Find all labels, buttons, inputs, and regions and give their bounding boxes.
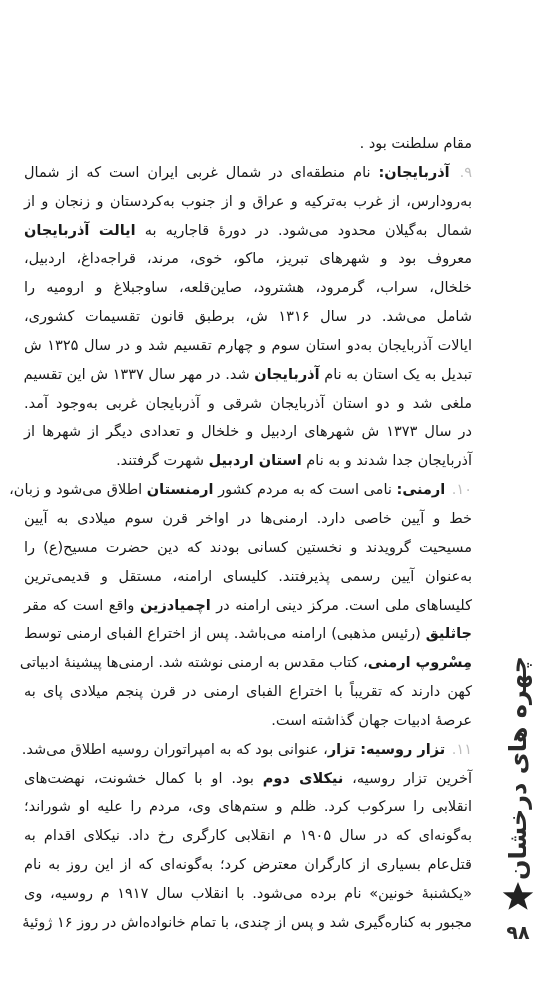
text-line: [24, 332, 472, 361]
footnote-number: ۹.: [451, 164, 473, 181]
text-line: [24, 159, 472, 188]
page-number: ۹۸: [506, 922, 530, 944]
text-run: به‌عنوان آیین رسمی پذیرفتند. کلیسای ارامنه، مستقل و قدیمی‌ترین: [24, 568, 472, 585]
text-line: [24, 447, 472, 476]
text-line: [24, 563, 472, 592]
emphasized-term: آذربایجان:: [378, 164, 450, 181]
emphasized-term: ارمنستان: [146, 482, 214, 499]
text-run: عرصهٔ ادبیات جهان گذاشته است.: [271, 712, 472, 729]
text-run: شامل می‌شد. در سال ۱۳۱۶ ش، برطبق قانون تقسیمات کشوری،: [24, 309, 472, 326]
text-line: [24, 245, 472, 274]
text-run: بود. او با کمال خشونت، نهضت‌های: [24, 770, 263, 787]
text-run: شهرت گرفتند.: [116, 453, 209, 470]
text-run: قتل‌عام بسیاری از کارگران معترض کرد؛ به‌گونه‌ای که از این روز به نام: [24, 857, 472, 874]
text-run: نام منطقه‌ای در شمال غربی ایران است که از شمال: [24, 164, 379, 181]
text-line: [24, 274, 472, 303]
text-line: [24, 678, 472, 707]
emphasized-term: مِسْروپ ارمنی: [367, 655, 472, 672]
text-line: [24, 505, 472, 534]
text-line: [24, 130, 472, 159]
text-line: [21, 736, 472, 765]
text-run: تبدیل به یک استان به نام: [319, 366, 472, 383]
emphasized-term: اچمیادزین: [139, 597, 211, 614]
text-run: انقلابی را سرکوب کرد. ظلم و ستم‌های وی، مردم را علیه او شوراند؛: [24, 799, 472, 816]
text-run: (رئیس مذهبی) ارامنه می‌باشد. پس از اختراع الفبای ارمنی توسط: [24, 626, 426, 643]
text-line: [24, 217, 472, 246]
text-run: شمال به‌گیلان محدود می‌شود. در دورهٔ قاجاریه به: [135, 222, 472, 239]
text-run: مقام سلطنت بود .: [359, 136, 472, 152]
text-run: ، کتاب مقدس به ارمنی نوشته شد. ارمنی‌ها پیشینهٔ ادبیاتی: [19, 655, 368, 672]
emphasized-term: نیکلای دوم: [262, 770, 344, 787]
star-icon: [501, 880, 535, 914]
text-line: [24, 303, 472, 332]
text-run: آذربایجان جدا شدند و به نام: [301, 453, 472, 470]
text-run: آخرین تزار روسیه،: [343, 770, 472, 787]
text-line: [24, 534, 472, 563]
body-text: [9, 130, 473, 938]
text-line: [24, 188, 472, 217]
text-run: کلیساهای ملی است. مرکز دینی ارامنه در: [210, 597, 472, 614]
text-run: اطلاق می‌شود و زبان،: [9, 482, 147, 499]
text-line: [24, 390, 472, 419]
text-run: ، عنوانی بود که به امپراتوران روسیه اطلاق می‌شد.: [21, 741, 328, 758]
text-run: شد. در مهر سال ۱۳۳۷ ش این تقسیم: [23, 366, 255, 383]
text-run: خلخال، سراب، گرمرود، هشترود، صاین‌قلعه، ساوجبلاغ و ارومیه را: [24, 280, 472, 297]
emphasized-term: تزار: [327, 741, 356, 758]
text-line: [24, 361, 472, 390]
text-run: واقع است که مقر: [24, 597, 140, 614]
text-run: کهن دارند که تقریباً با اختراع الفبای ارمنی در قرن پنجم میلادی پای به: [24, 684, 472, 701]
emphasized-term: ایالت آذربایجان: [24, 222, 136, 239]
text-line: [24, 880, 472, 909]
text-run: نامی است که به مردم کشور: [213, 482, 397, 499]
text-run: مسیحیت گرویدند و نخستین کسانی بودند که دین حضرت مسیح(ع) را: [24, 539, 472, 556]
emphasized-term: آذربایجان: [254, 366, 320, 383]
text-line: [24, 707, 472, 736]
emphasized-term: جاثلیق: [425, 626, 472, 643]
text-line: [19, 649, 472, 678]
text-line: [24, 765, 472, 794]
text-line: [24, 909, 472, 938]
text-line: [9, 476, 472, 505]
text-line: [24, 851, 472, 880]
emphasized-term: ارمنی:: [396, 482, 446, 499]
text-run: مجبور به کناره‌گیری شد و پس از چندی، با تمام خانواده‌اش در روز ۱۶ ژوئیهٔ: [22, 914, 472, 931]
text-line: [24, 620, 472, 649]
text-line: [24, 822, 472, 851]
text-run: در سال ۱۳۷۳ ش شهرهای اردبیل و خلخال و تعدادی دیگر از شهرها از: [24, 424, 473, 441]
emphasized-term: استان اردبیل: [208, 453, 302, 470]
emphasized-term: تزار روسیه:: [360, 741, 446, 758]
text-run: به‌رودارس، از غرب به‌ترکیه و عراق و از جنوب به‌کردستان و زنجان و از: [24, 193, 472, 210]
text-run: به‌گونه‌ای که در سال ۱۹۰۵ م انقلابی کارگری رخ داد. نیکلای اقدام به: [24, 828, 472, 845]
text-run: معروف بود و شهرهای تبریز، ماکو، خوی، مرند، قراجه‌داغ، اردبیل،: [24, 251, 472, 268]
text-line: [24, 592, 472, 621]
book-title: چهره های درخشان: [504, 656, 532, 880]
footnote-number: ۱۱.: [447, 741, 472, 758]
text-run: ایالات آذربایجان به‌دو استان سوم و چهارم تقسیم شد و در سال ۱۳۲۵ ش: [24, 337, 472, 354]
text-line: [24, 418, 472, 447]
footnote-number: ۱۰.: [447, 482, 472, 499]
text-run: ملغی شد و دو استان آذربایجان شرقی و آذربایجان غربی به‌وجود آمد.: [24, 395, 472, 412]
text-run: خط و آیین خاصی دارد. ارمنی‌ها در اواخر قرن سوم میلادی به آیین: [24, 510, 472, 527]
text-run: «یکشنبهٔ خونین» نام برده می‌شود. با انقلاب سال ۱۹۱۷ م روسیه، وی: [24, 885, 472, 902]
text-line: [24, 793, 472, 822]
side-margin: [498, 656, 538, 980]
